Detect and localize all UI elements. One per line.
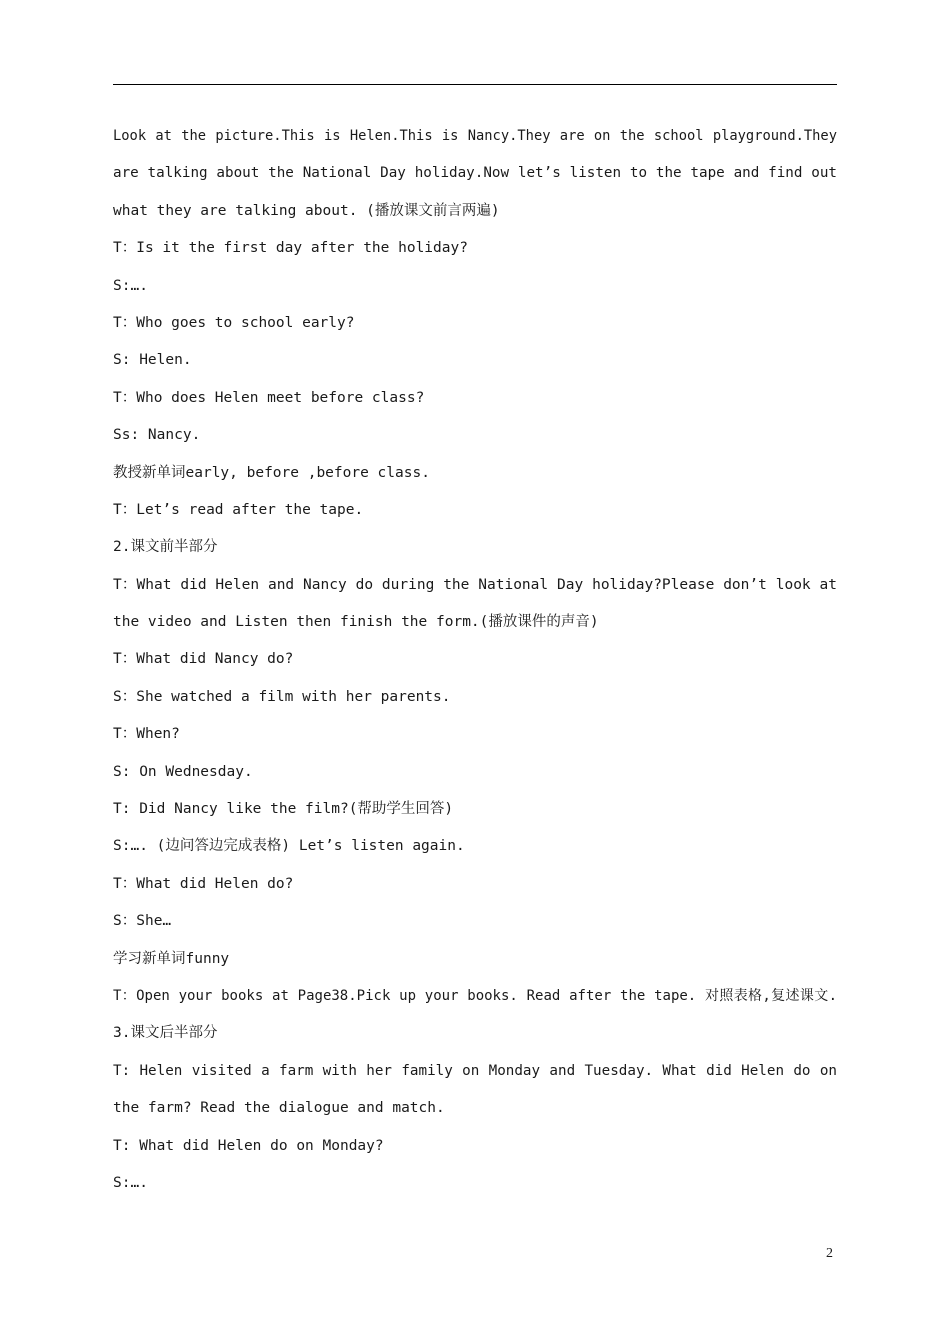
text-line: T：What did Helen do? bbox=[113, 875, 294, 892]
text-line: the farm? Read the dialogue and match. bbox=[113, 1100, 445, 1117]
text-line: T：Who does Helen meet before class? bbox=[113, 389, 425, 406]
text-line: T: What did Helen do on Monday? bbox=[113, 1137, 384, 1154]
text-line: T：Open your books at Page38.Pick up your books. Read after the tape. 对照表格,复述课文. bbox=[113, 987, 837, 1004]
text-line: T：Let’s read after the tape. bbox=[113, 501, 364, 518]
text-line: S：She… bbox=[113, 913, 172, 930]
text-line: 教授新单词early, before ,before class. bbox=[113, 464, 430, 481]
page-number: 2 bbox=[826, 1246, 833, 1261]
text-line: Ss: Nancy. bbox=[113, 427, 201, 444]
text-line: T: Did Nancy like the film?(帮助学生回答) bbox=[113, 801, 454, 818]
text-line: S: Helen. bbox=[113, 352, 192, 369]
text-line: T：When? bbox=[113, 726, 180, 743]
section-heading: 2.课文前半部分 bbox=[113, 539, 218, 556]
text-line: the video and Listen then finish the form.(播放课件的声音) bbox=[113, 614, 599, 631]
text-line: T：What did Helen and Nancy do during the National Day holiday?Please don’t look at bbox=[113, 576, 837, 593]
text-line: S：She watched a film with her parents. bbox=[113, 688, 451, 705]
document-body bbox=[113, 118, 837, 1202]
text-line: S:…. bbox=[113, 277, 148, 294]
text-line: Look at the picture.This is Helen.This is Nancy.They are on the school playground.They bbox=[113, 128, 837, 144]
header-rule bbox=[113, 84, 837, 85]
text-line: T：What did Nancy do? bbox=[113, 651, 294, 668]
section-heading: 3.课文后半部分 bbox=[113, 1025, 218, 1042]
text-line: S: On Wednesday. bbox=[113, 763, 253, 780]
text-line: S:…. bbox=[113, 1174, 148, 1191]
text-line: 学习新单词funny bbox=[113, 950, 230, 967]
text-line: T：Who goes to school early? bbox=[113, 314, 355, 331]
text-line: T：Is it the first day after the holiday? bbox=[113, 240, 468, 257]
text-line: are talking about the National Day holiday.Now let’s listen to the tape and find out bbox=[113, 165, 837, 182]
text-line: T: Helen visited a farm with her family on Monday and Tuesday. What did Helen do on bbox=[113, 1062, 837, 1079]
text-line: S:…. (边问答边完成表格) Let’s listen again. bbox=[113, 838, 465, 855]
text-line: what they are talking about. (播放课文前言两遍) bbox=[113, 202, 500, 219]
